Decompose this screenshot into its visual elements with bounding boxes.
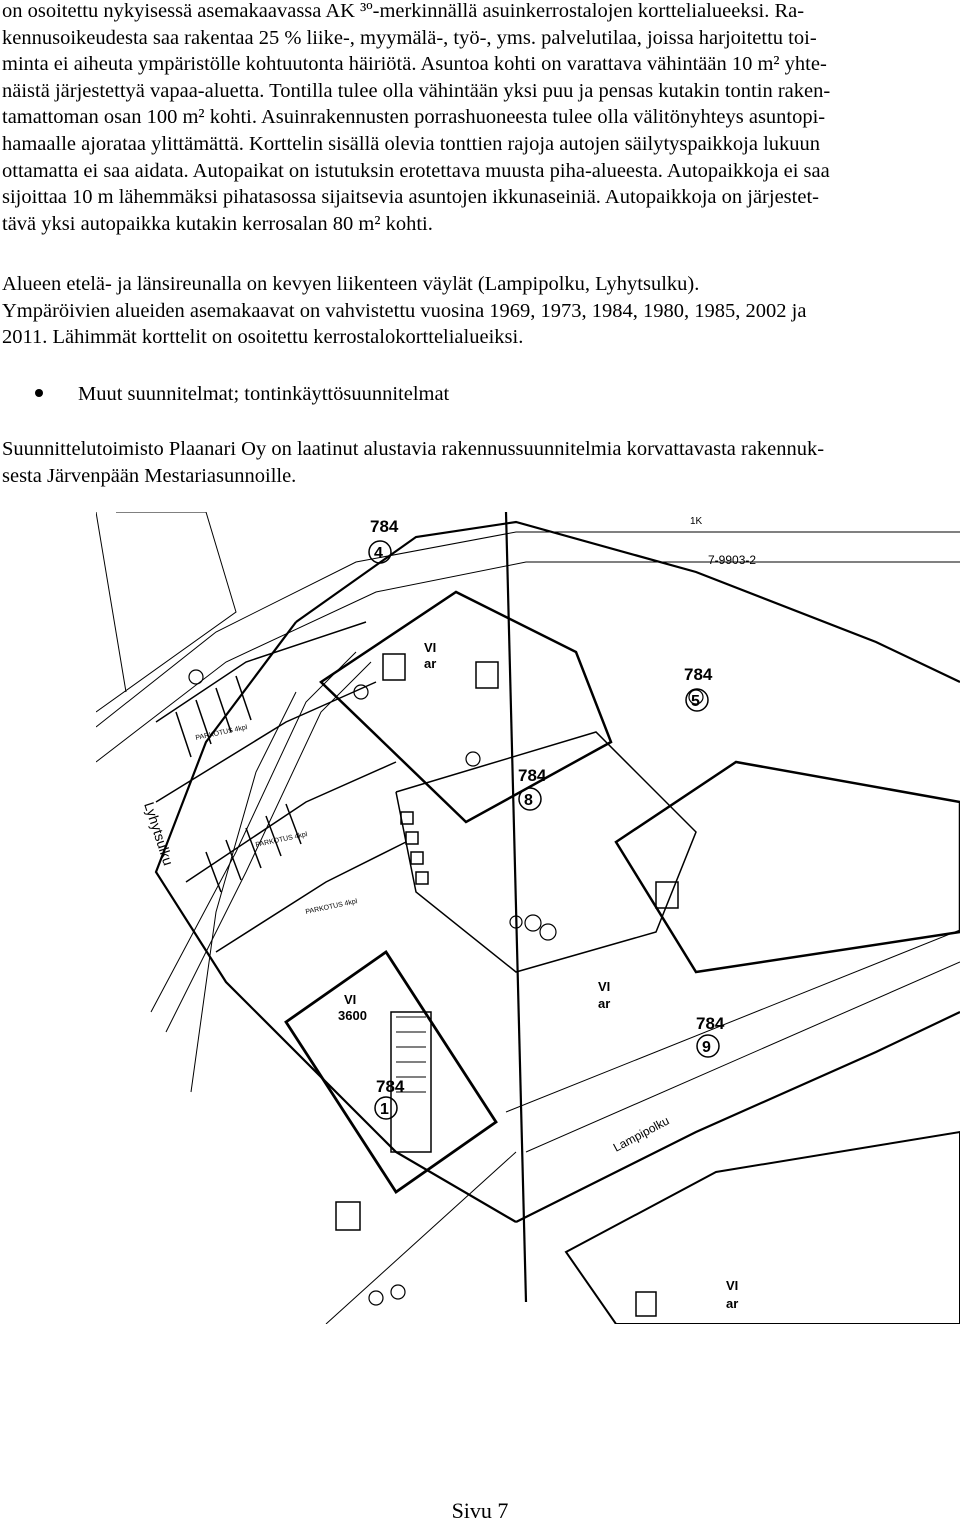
block-4-number: 784: [370, 517, 399, 536]
text-line: tamattoman osan 100 m² kohti. Asuinrakennusten porrashuoneesta tulee olla välitönyhteys asuntopi-: [2, 106, 826, 129]
parking-label: PARKOTUS 4kpl: [304, 898, 359, 916]
bullet-text: Muut suunnitelmat; tontinkäyttösuunnitelmat: [78, 383, 450, 405]
trees: [189, 670, 703, 1305]
block-1-plot: 1: [380, 1101, 389, 1118]
building-right-floors: VI: [598, 979, 611, 994]
block-5-plot: 5: [691, 693, 700, 710]
block-9-number: 784: [696, 1014, 725, 1033]
map-corner-code: 1K: [690, 516, 703, 527]
street-bottom-label: Lampipolku: [610, 1113, 672, 1155]
site-boundary: [156, 512, 960, 1302]
text-line: ottamatta ei saa aidata. Autopaikat on istutuksin erotettava muusta piha-alueesta. Autopaikkoja ei saa: [2, 159, 830, 182]
block-1-number: 784: [376, 1077, 405, 1096]
text-line: hamaalle ajorataa ylittämättä. Korttelin sisällä olevia tonttien rajoja autojen säilytyspaikkoja lukuun: [2, 132, 821, 155]
text-line: näistä järjestettyä vapaa-aluetta. Tontilla tulee olla vähintään yksi puu ja pensas kutakin tontin raken-: [2, 79, 831, 102]
building-right: [616, 762, 960, 972]
text-line: sesta Järvenpään Mestariasunnoille.: [2, 464, 297, 487]
parking-label: PARKOTUS 4kpl: [194, 724, 249, 742]
paragraph-zoning-rules: [2, 0, 956, 237]
building-top-use: ar: [424, 656, 437, 671]
paragraph-plans: [2, 436, 956, 489]
site-plan-map: [96, 512, 960, 1324]
text-line: Alueen etelä- ja länsireunalla on kevyen liikenteen väylät (Lampipolku, Lyhytsulku).: [2, 273, 700, 295]
block-8-plot: 8: [524, 792, 533, 809]
building-main-floors: VI: [344, 992, 357, 1007]
text-line: Suunnittelutoimisto Plaanari Oy on laatinut alustavia rakennussuunnitelmia korvattavasta rakennuk-: [2, 438, 825, 460]
building-bottom-use: ar: [726, 1296, 739, 1311]
building-bottom: [566, 1132, 960, 1324]
text-line: sijoittaa 10 m lähemmäksi pihatasossa sijaitsevia asuntojen ikkunaseiniä. Autopaikkoja on järjestet-: [2, 186, 819, 209]
text-line: kennusoikeudesta saa rakentaa 25 % liike-, myymälä-, työ-, yms. palvelutilaa, joissa harjoitettu toi-: [2, 26, 817, 49]
block-5-number: 784: [684, 665, 713, 684]
building-main-area: 3600: [338, 1008, 367, 1023]
text-line: tävä yksi autopaikka kutakin kerrosalan 80 m² kohti.: [2, 212, 433, 235]
road-lines: [96, 512, 960, 1324]
bullet-item: [0, 380, 954, 408]
building-right-use: ar: [598, 996, 611, 1011]
building-top: [321, 592, 611, 822]
parking-area: [156, 622, 406, 952]
text-line: minta ei aiheuta ympäristölle kohtuutonta häiriötä. Asuntoa kohti on varattava vähintään 10 m² yhte-: [2, 53, 827, 76]
bullet-dot-icon: [35, 389, 43, 397]
page-footer: Sivu 7: [451, 1498, 509, 1523]
text-line: 2011. Lähimmät korttelit on osoitettu kerrostalokorttelialueiksi.: [2, 326, 524, 349]
paragraph-surroundings: [2, 271, 956, 351]
street-left-label: Lyhytsulku: [141, 799, 177, 868]
block-4-plot: 4: [374, 545, 383, 562]
block-8-number: 784: [518, 766, 547, 785]
building-top-floors: VI: [424, 640, 437, 655]
parking-label: PARKOTUS 4kpl: [254, 831, 309, 849]
text-line: on osoitettu nykyisessä asemakaavassa AK ³º-merkinnällä asuinkerrostalojen korttelialueeksi. Ra-: [2, 0, 805, 22]
block-9-plot: 9: [702, 1039, 711, 1056]
text-line: Ympäröivien alueiden asemakaavat on vahvistettu vuosina 1969, 1973, 1984, 1980, 1985, 2002 ja: [2, 299, 807, 322]
map-code: 7-9903-2: [708, 553, 757, 567]
building-bottom-floors: VI: [726, 1278, 739, 1293]
